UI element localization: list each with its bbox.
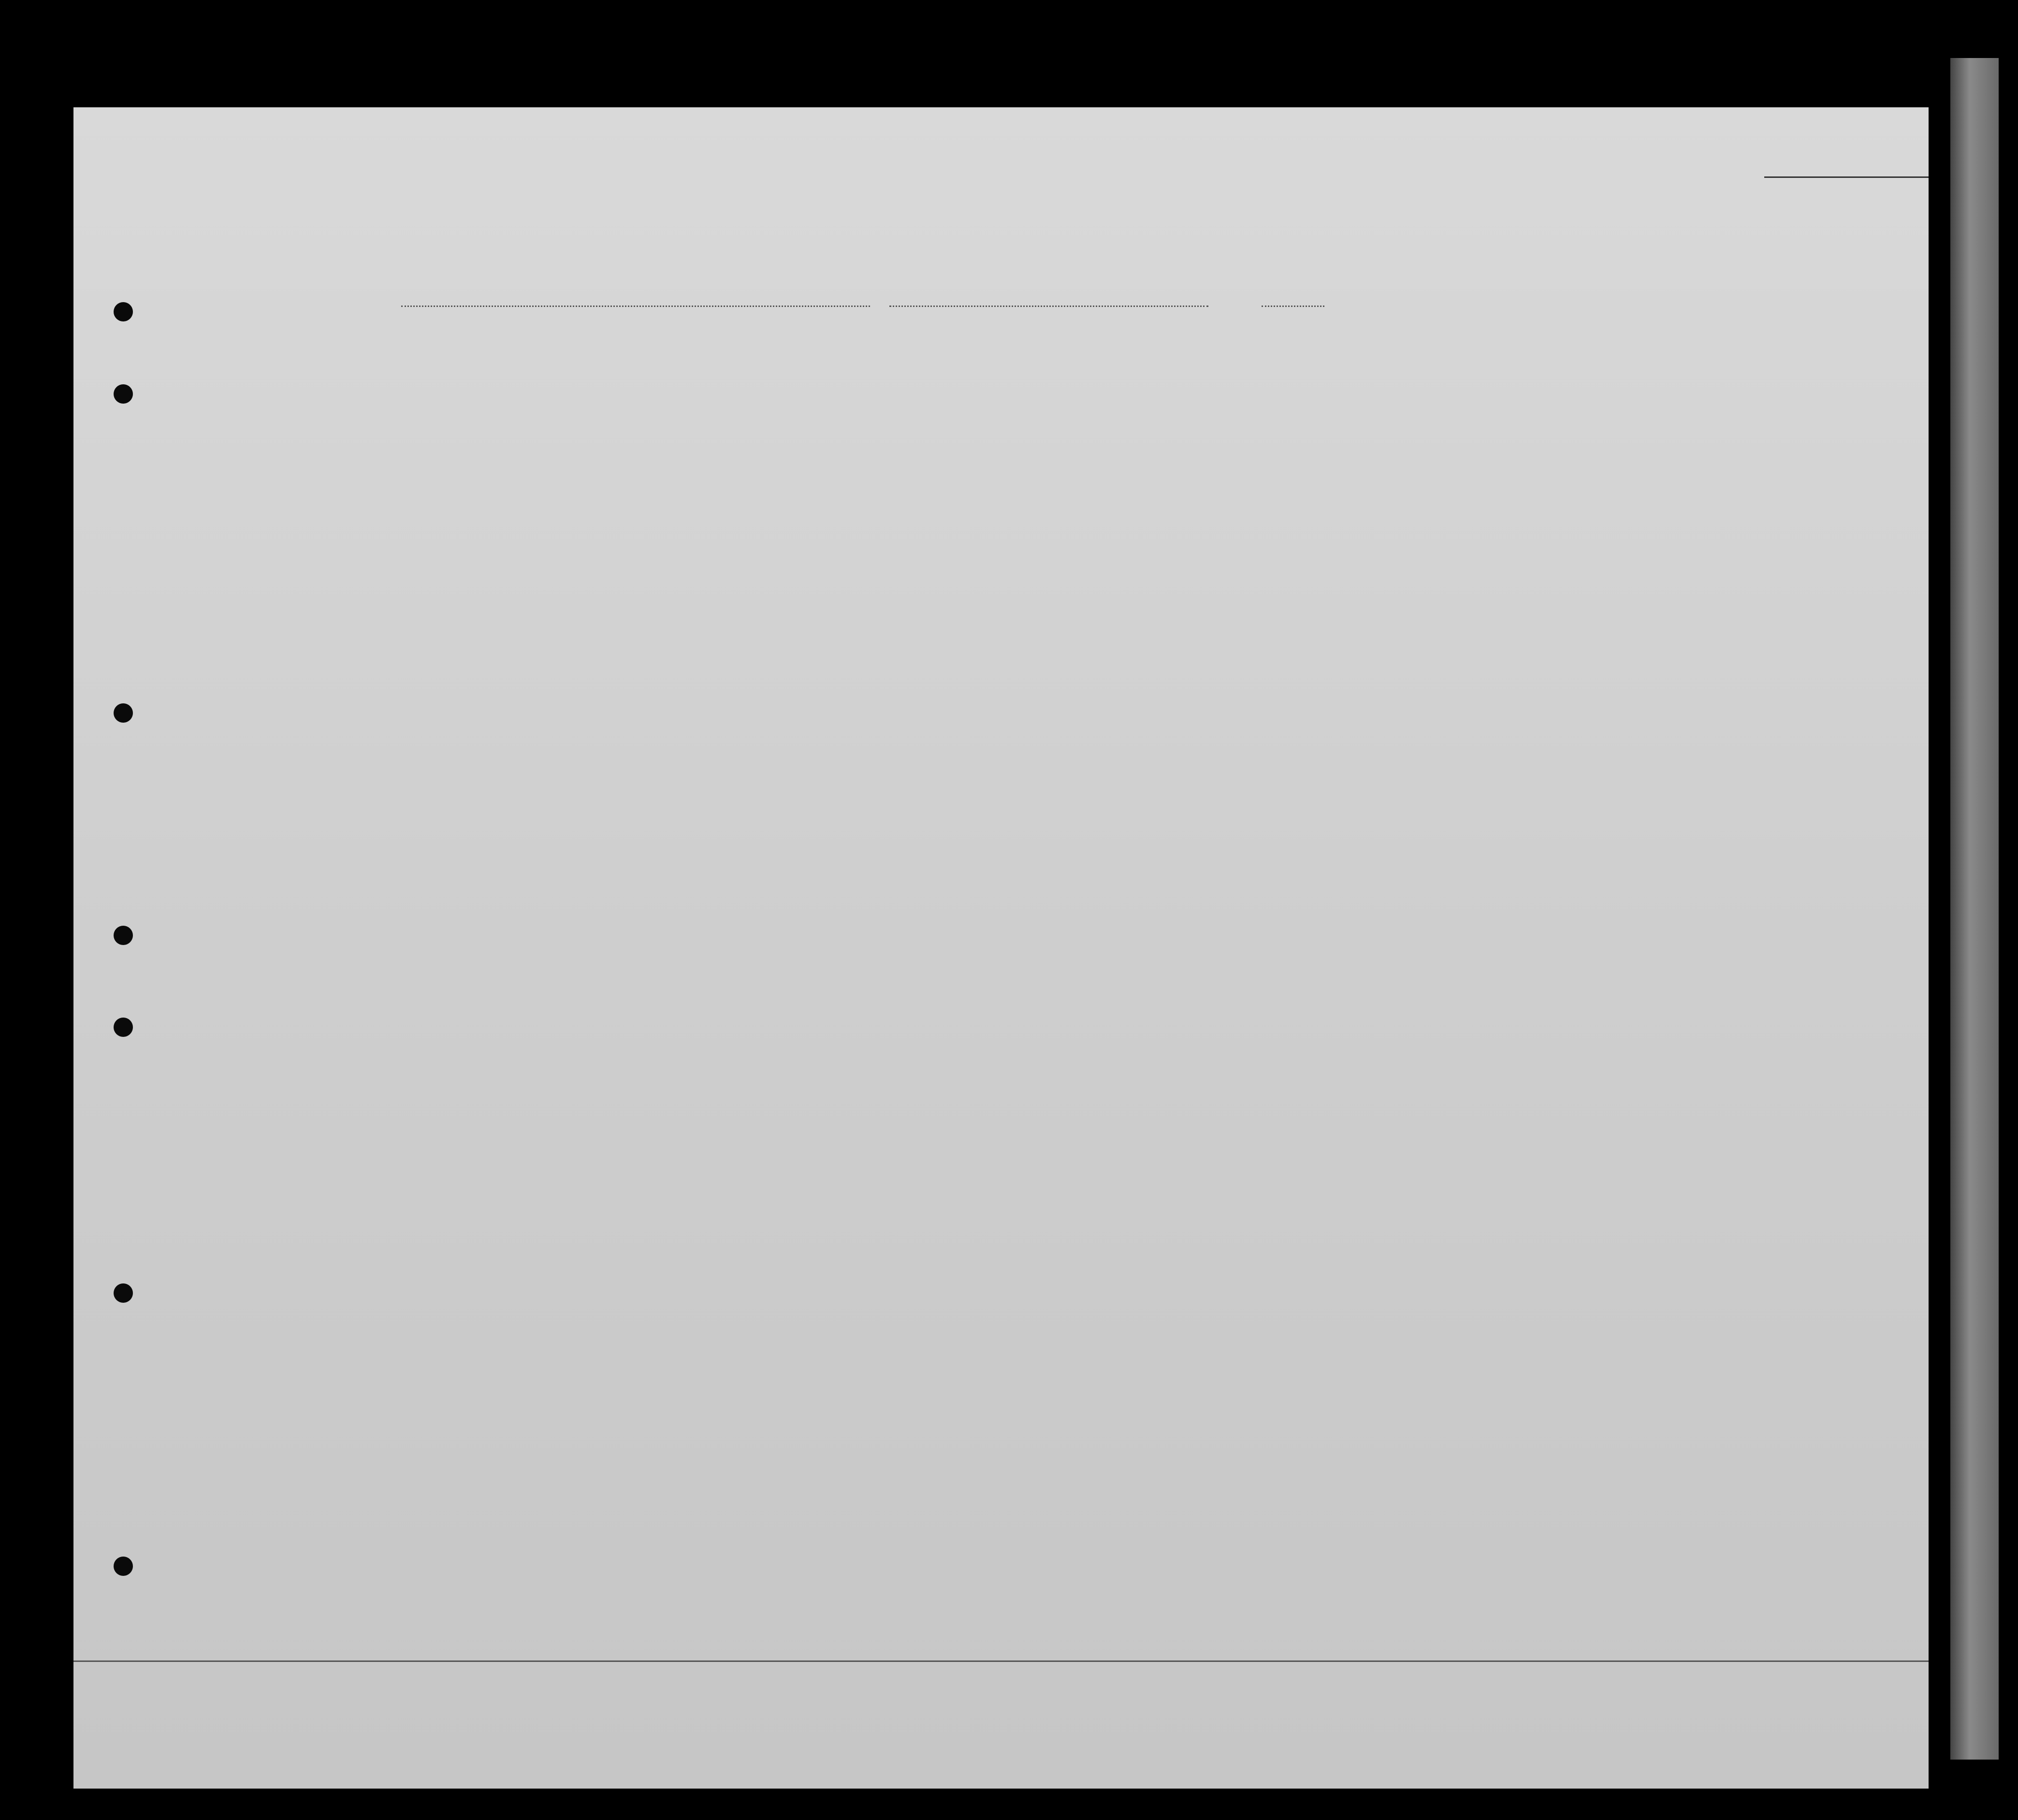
punch-hole xyxy=(114,703,133,723)
punch-hole xyxy=(114,384,133,404)
footer-divider xyxy=(73,1660,1929,1662)
port-line xyxy=(401,306,870,307)
punch-hole xyxy=(114,1283,133,1303)
manifest-sheet xyxy=(73,107,1929,1789)
date-line xyxy=(889,306,1208,307)
punch-hole xyxy=(114,926,133,945)
adjacent-page-edge xyxy=(1950,58,1999,1760)
punch-hole xyxy=(114,1018,133,1037)
punch-hole xyxy=(114,302,133,321)
year-line xyxy=(1262,306,1324,307)
list-underline xyxy=(1764,176,1929,178)
punch-hole xyxy=(114,1557,133,1576)
